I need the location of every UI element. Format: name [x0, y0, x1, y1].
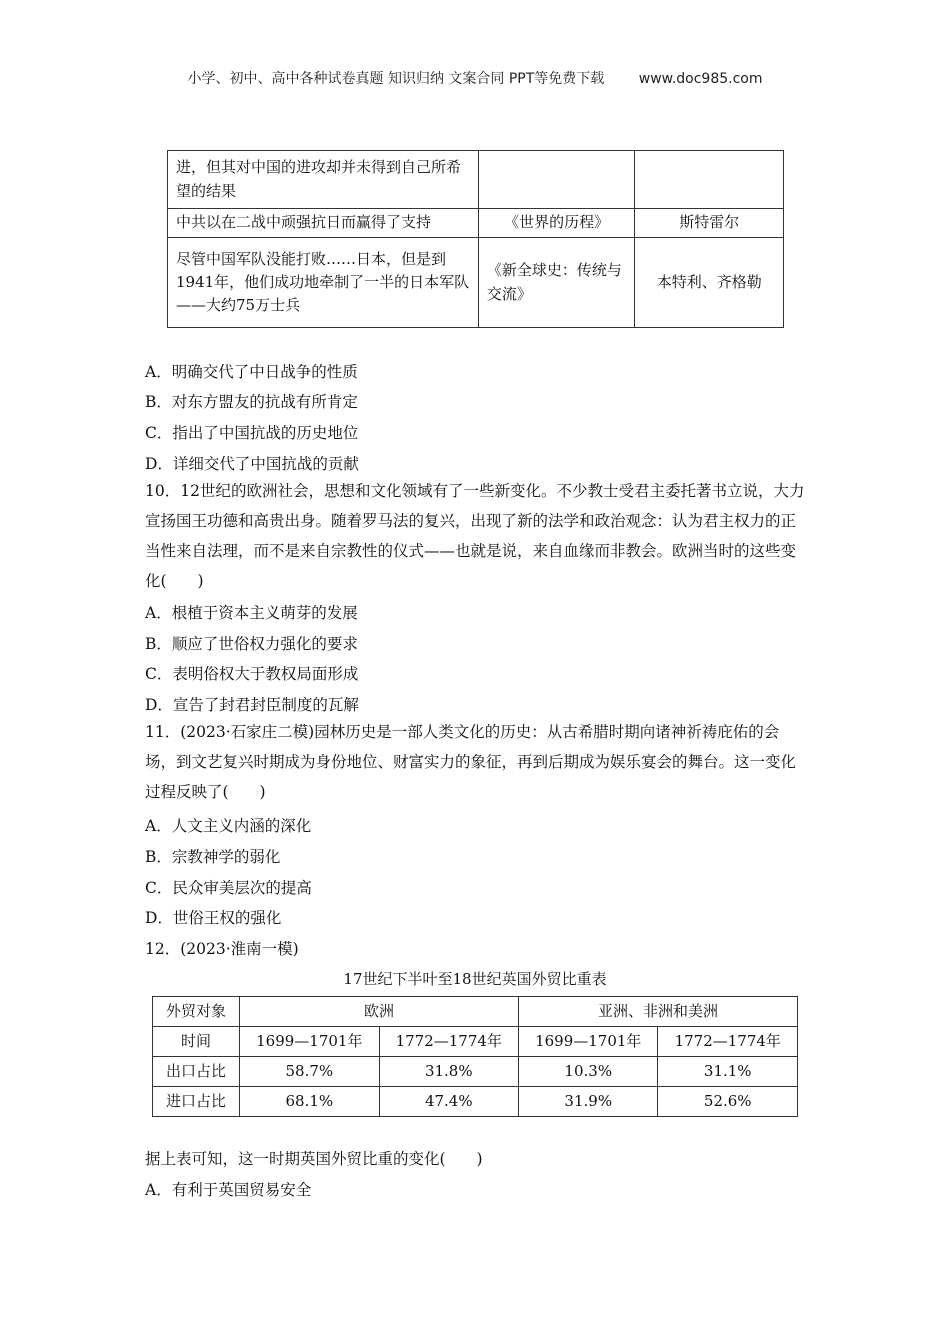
- q11-option-d: D．世俗王权的强化: [145, 909, 282, 927]
- book-cell: 《世界的历程》: [478, 209, 635, 238]
- header-site: www.doc985.com: [638, 71, 763, 87]
- author-cell: [635, 151, 784, 209]
- table-cell: 31.8%: [379, 1057, 518, 1087]
- q12-question: 据上表可知，这一时期英国外贸比重的变化( ): [145, 1150, 483, 1168]
- table-row: [153, 1027, 798, 1057]
- q11-option-b: B．宗教神学的弱化: [145, 848, 281, 866]
- author-cell: 斯特雷尔: [635, 209, 784, 238]
- q10-option-d: D．宣告了封君封臣制度的瓦解: [145, 696, 359, 714]
- q11-option-c: C．民众审美层次的提高: [145, 879, 312, 897]
- q12-stem: 12．(2023·淮南一模): [145, 940, 299, 958]
- q9-option-b: B．对东方盟友的抗战有所肯定: [145, 393, 358, 411]
- table-row: [153, 1057, 798, 1087]
- table-row: [168, 209, 784, 238]
- quote-cell: 进，但其对中国的进攻却并未得到自己所希望的结果: [168, 151, 479, 209]
- table-header-europe: 欧洲: [240, 997, 519, 1027]
- table-cell: 47.4%: [379, 1087, 518, 1117]
- trade-ratio-table: [152, 996, 798, 1117]
- table-cell: 31.1%: [658, 1057, 798, 1087]
- page-header: [0, 68, 950, 88]
- table-cell: 时间: [153, 1027, 240, 1057]
- table-cell: 进口占比: [153, 1087, 240, 1117]
- table-row: [153, 997, 798, 1027]
- table-cell: 1699—1701年: [240, 1027, 379, 1057]
- historians-quote-table: [167, 150, 784, 328]
- q11-option-a: A．人文主义内涵的深化: [145, 817, 312, 835]
- table-header-label: 外贸对象: [153, 997, 240, 1027]
- table-cell: 1699—1701年: [519, 1027, 658, 1057]
- book-cell: [478, 151, 635, 209]
- table-row: [168, 151, 784, 209]
- table-cell: 31.9%: [519, 1087, 658, 1117]
- q9-option-a: A．明确交代了中日战争的性质: [145, 363, 358, 381]
- q10-stem: 10．12世纪的欧洲社会，思想和文化领域有了一些新变化。不少教士受君主委托著书立说，大力宣扬国王功德和高贵出身。随着罗马法的复兴，出现了新的法学和政治观念：认为君主权力的正当性来自法理，而不是来自宗教性的仪式——也就是说，来自血缘而非教会。欧洲当时的这些变化( ): [145, 482, 805, 590]
- table-cell: 1772—1774年: [379, 1027, 518, 1057]
- table-header-asia-africa-america: 亚洲、非洲和美洲: [519, 997, 798, 1027]
- q10-option-c: C．表明俗权大于教权局面形成: [145, 665, 359, 683]
- table-cell: 52.6%: [658, 1087, 798, 1117]
- q10-option-b: B．顺应了世俗权力强化的要求: [145, 635, 358, 653]
- q9-option-d: D．详细交代了中国抗战的贡献: [145, 455, 359, 473]
- table-row: [168, 238, 784, 328]
- q11-stem: 11．(2023·石家庄二模)园林历史是一部人类文化的历史：从古希腊时期向诸神祈祷庇佑的会场，到文艺复兴时期成为身份地位、财富实力的象征，再到后期成为娱乐宴会的舞台。这一变化过程反映了( ): [145, 723, 797, 801]
- table-cell: 1772—1774年: [658, 1027, 798, 1057]
- header-text: 小学、初中、高中各种试卷真题 知识归纳 文案合同 PPT等免费下载: [187, 71, 605, 87]
- trade-table-caption: 17世纪下半叶至18世纪英国外贸比重表: [343, 970, 607, 988]
- author-cell: 本特利、齐格勒: [635, 238, 784, 328]
- quote-cell: 中共以在二战中顽强抗日而赢得了支持: [168, 209, 479, 238]
- table-cell: 68.1%: [240, 1087, 379, 1117]
- q12-option-a: A．有利于英国贸易安全: [145, 1181, 312, 1199]
- book-cell: 《新全球史：传统与交流》: [478, 238, 635, 328]
- q9-option-c: C．指出了中国抗战的历史地位: [145, 424, 359, 442]
- quote-cell: 尽管中国军队没能打败……日本，但是到1941年，他们成功地牵制了一半的日本军队——大约75万士兵: [168, 238, 479, 328]
- table-cell: 58.7%: [240, 1057, 379, 1087]
- table-row: [153, 1087, 798, 1117]
- q10-option-a: A．根植于资本主义萌芽的发展: [145, 604, 358, 622]
- table-cell: 10.3%: [519, 1057, 658, 1087]
- table-cell: 出口占比: [153, 1057, 240, 1087]
